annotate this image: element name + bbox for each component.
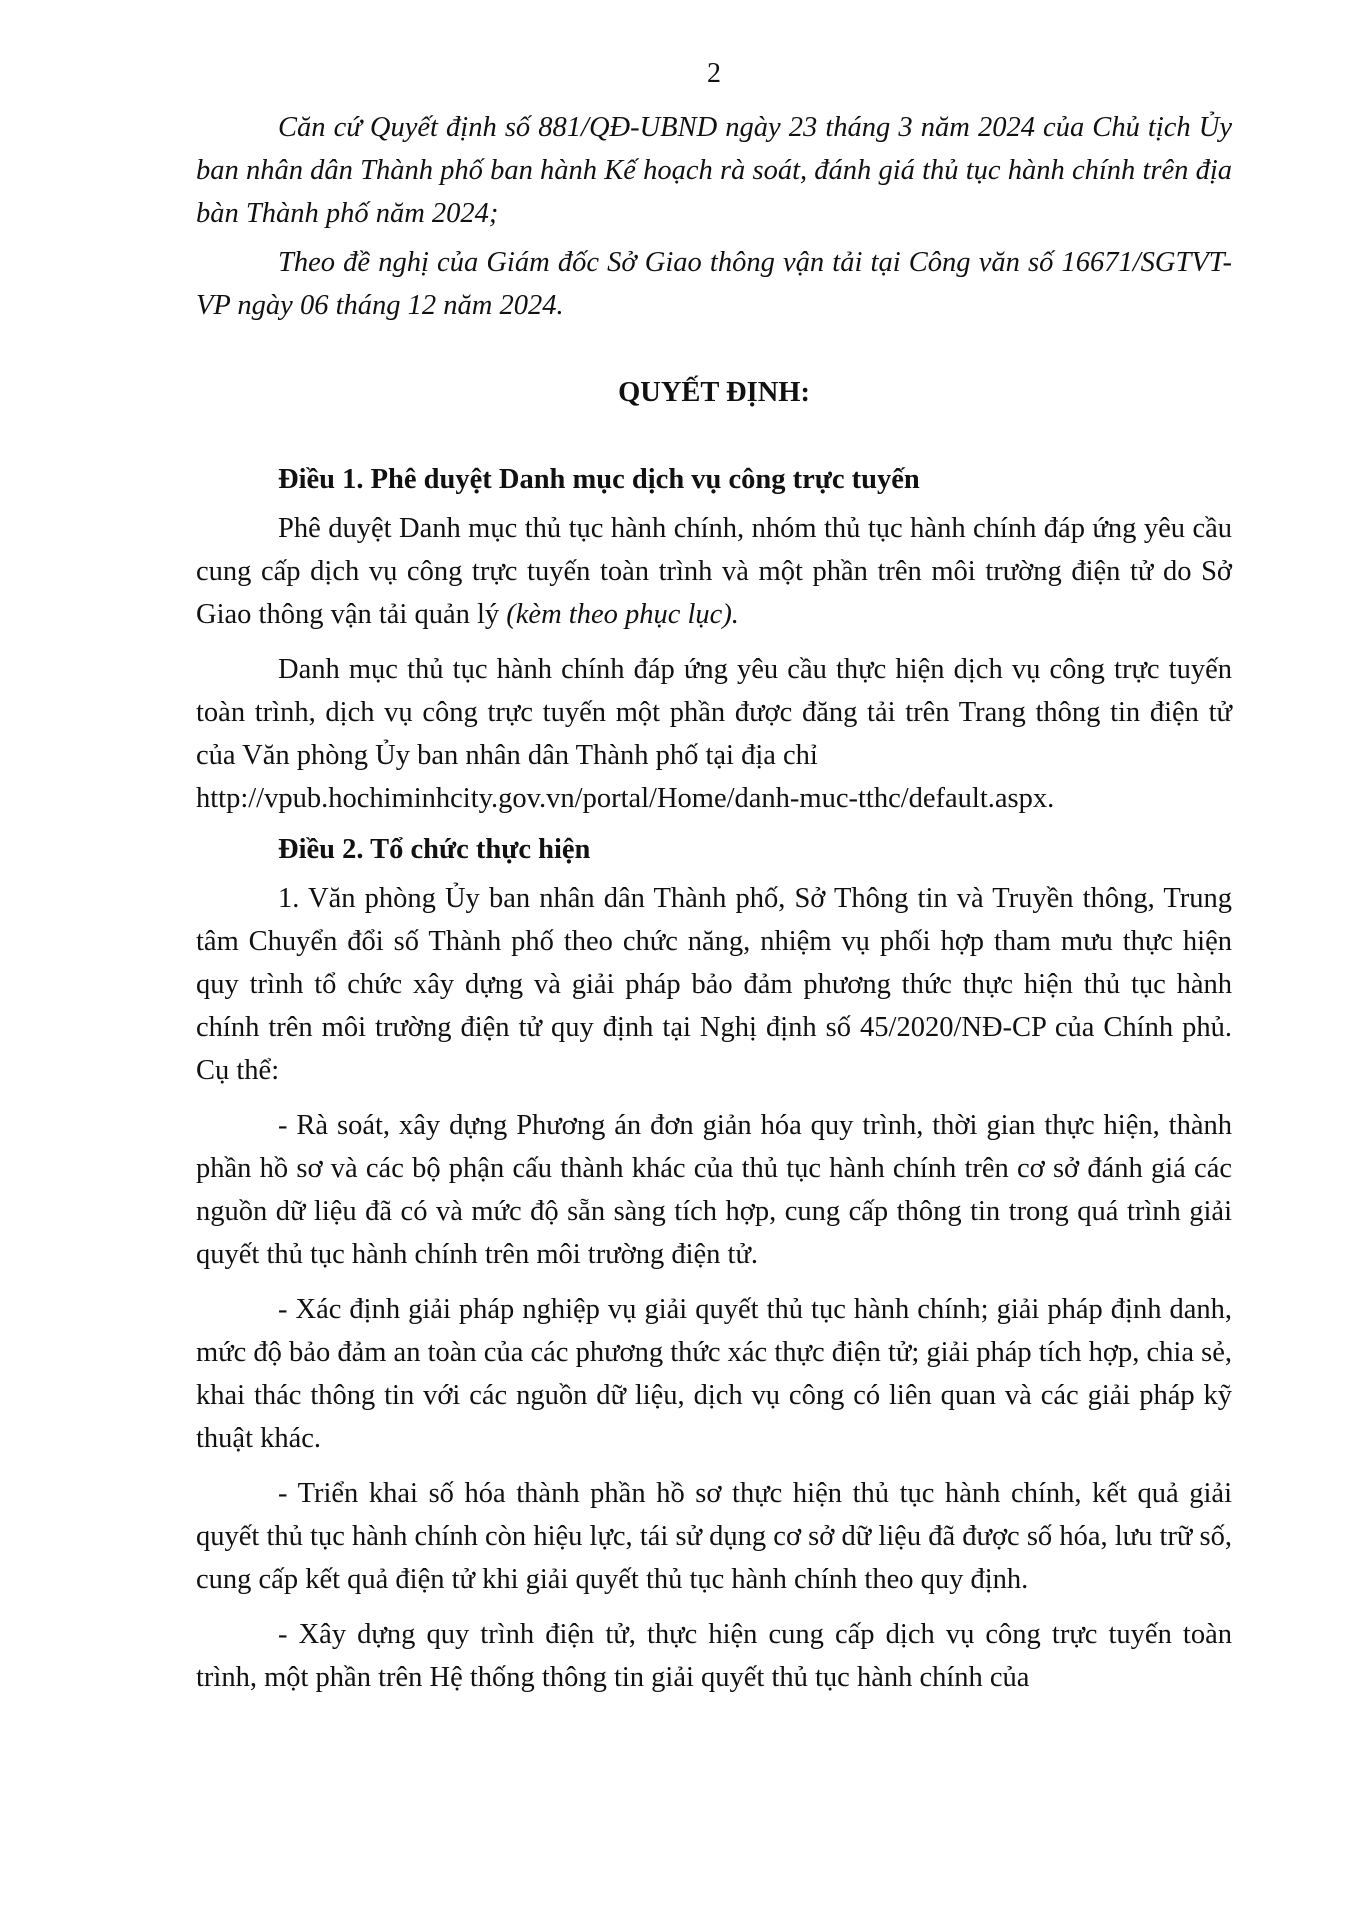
page-number: 2 <box>707 58 721 89</box>
portal-url: http://vpub.hochiminhcity.gov.vn/portal/Home/danh-muc-tthc/default.aspx. <box>196 783 1055 814</box>
article-2-title: Điều 2. Tổ chức thực hiện <box>278 834 591 865</box>
decision-title: QUYẾT ĐỊNH: <box>618 377 810 408</box>
article-2-bullet-3: - Triển khai số hóa thành phần hồ sơ thực hiện thủ tục hành chính, kết quả giải quyết thủ tục hành chính còn hiệu lực, tái sử dụng cơ sở dữ liệu đã được số hóa, lưu trữ số, cung cấp kết quả điện tử khi giải quyết thủ tục hành chính theo quy định. <box>196 1478 1232 1595</box>
preamble-paragraph-2: Theo đề nghị của Giám đốc Sở Giao thông vận tải tại Công văn số 16671/SGTVT-VP ngày 06 tháng 12 năm 2024. <box>196 247 1232 321</box>
article-2-item-1: 1. Văn phòng Ủy ban nhân dân Thành phố, Sở Thông tin và Truyền thông, Trung tâm Chuyển đổi số Thành phố theo chức năng, nhiệm vụ phối hợp tham mưu thực hiện quy trình tổ chức xây dựng và giải pháp bảo đảm phương thức thực hiện thủ tục hành chính trên môi trường điện tử quy định tại Nghị định số 45/2020/NĐ-CP của Chính phủ. Cụ thể: <box>196 883 1232 1086</box>
article-1-paragraph-1-italic: (kèm theo phục lục). <box>506 599 739 630</box>
article-1-title: Điều 1. Phê duyệt Danh mục dịch vụ công trực tuyến <box>278 464 920 495</box>
article-1-paragraph-1-text: Phê duyệt Danh mục thủ tục hành chính, nhóm thủ tục hành chính đáp ứng yêu cầu cung cấp dịch vụ công trực tuyến toàn trình và một phần trên môi trường điện tử do Sở Giao thông vận tải quản lý <box>196 513 1232 630</box>
article-1-paragraph-1 <box>196 507 1232 636</box>
article-2-bullet-4: - Xây dựng quy trình điện tử, thực hiện cung cấp dịch vụ công trực tuyến toàn trình, một phần trên Hệ thống thông tin giải quyết thủ tục hành chính của <box>196 1619 1232 1693</box>
article-2-bullet-2: - Xác định giải pháp nghiệp vụ giải quyết thủ tục hành chính; giải pháp định danh, mức độ bảo đảm an toàn của các phương thức xác thực điện tử; giải pháp tích hợp, chia sẻ, khai thác thông tin với các nguồn dữ liệu, dịch vụ công có liên quan và các giải pháp kỹ thuật khác. <box>196 1294 1232 1454</box>
preamble-paragraph-1: Căn cứ Quyết định số 881/QĐ-UBND ngày 23 tháng 3 năm 2024 của Chủ tịch Ủy ban nhân dân Thành phố ban hành Kế hoạch rà soát, đánh giá thủ tục hành chính trên địa bàn Thành phố năm 2024; <box>196 112 1232 229</box>
article-2-bullet-1: - Rà soát, xây dựng Phương án đơn giản hóa quy trình, thời gian thực hiện, thành phần hồ sơ và các bộ phận cấu thành khác của thủ tục hành chính trên cơ sở đánh giá các nguồn dữ liệu đã có và mức độ sẵn sàng tích hợp, cung cấp thông tin trong quá trình giải quyết thủ tục hành chính trên môi trường điện tử. <box>196 1110 1232 1270</box>
document-content <box>196 54 1232 1699</box>
article-1-paragraph-2: Danh mục thủ tục hành chính đáp ứng yêu cầu thực hiện dịch vụ công trực tuyến toàn trình, dịch vụ công trực tuyến một phần được đăng tải trên Trang thông tin điện tử của Văn phòng Ủy ban nhân dân Thành phố tại địa chỉ <box>196 654 1232 771</box>
